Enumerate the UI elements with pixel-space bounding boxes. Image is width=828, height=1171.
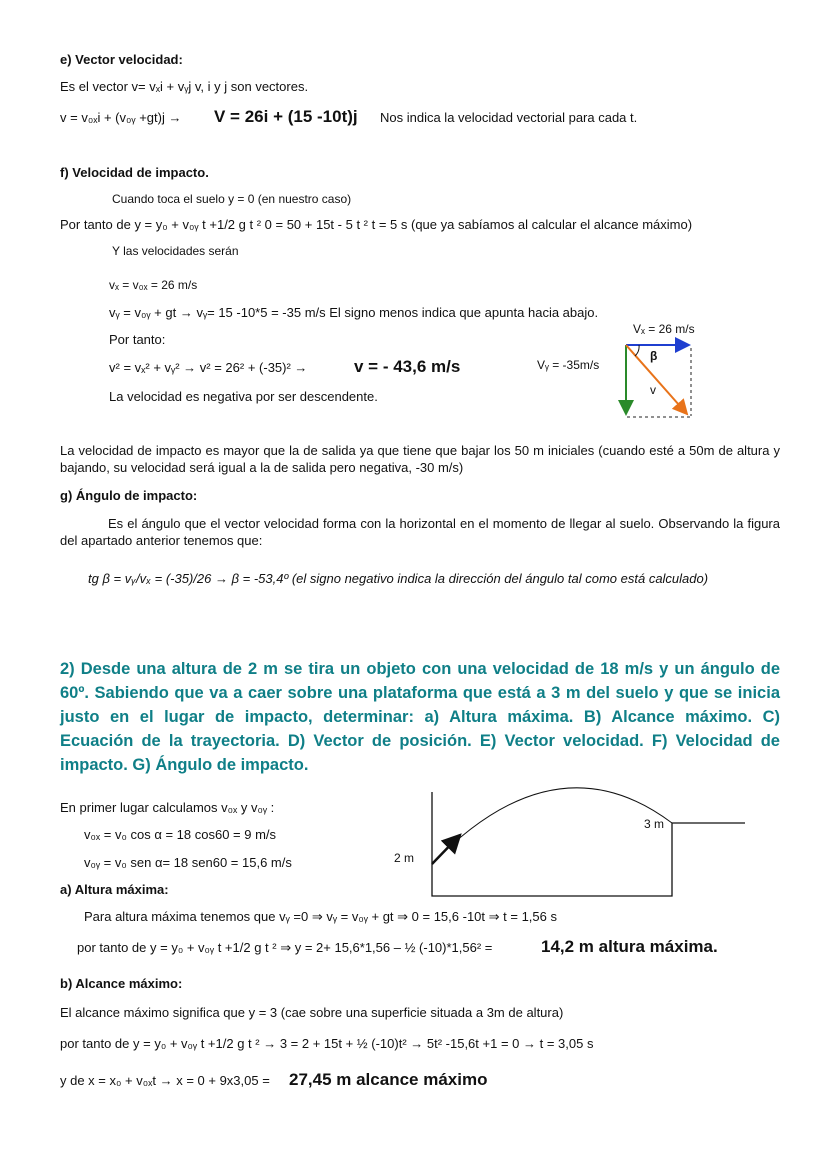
section-f-paragraph: La velocidad de impacto es mayor que la de salida ya que tiene que bajar los 50 m iniciales (cuando esté a 50m de altura y bajando, su velocidad será igual a la de salida pero negativa, -30 m/s) [60, 443, 780, 475]
impact-velocity-result: v = - 43,6 m/s [354, 357, 461, 376]
figure-3m-label: 3 m [644, 817, 665, 831]
section-f-line2: Por tanto de y = y₀ + v₀ᵧ t +1/2 g t ² 0 = 50 + 15t - 5 t ² t = 5 s (que ya sabíamos al calcular el alcance máximo) [60, 217, 693, 232]
intro-line1: En primer lugar calculamos v₀ₓ y v₀ᵧ : [60, 800, 275, 815]
section-f-vx: vₓ = v₀ₓ = 26 m/s [109, 278, 198, 292]
intro-voy: v₀ᵧ = v₀ sen α= 18 sen60 = 15,6 m/s [84, 855, 292, 870]
velocity-triangle-diagram [615, 336, 700, 422]
section-g-formula: tg β = vᵧ/vₓ = (-35)/26 → β = -53,4º (el signo negativo indica la dirección del ángulo tal como está calculado) [88, 571, 709, 586]
section-b-line3-a: y de x = x₀ + v₀ₓt → x = 0 + 9x3,05 = [60, 1073, 270, 1088]
section-f-line1: Cuando toca el suelo y = 0 (en nuestro caso) [112, 192, 352, 206]
velocity-vector-result: V = 26i + (15 -10t)j [214, 107, 358, 126]
section-f-line8: La velocidad es negativa por ser descendente. [109, 389, 378, 404]
section-e-line2-c: Nos indica la velocidad vectorial para cada t. [380, 110, 638, 125]
max-range-result: 27,45 m alcance máximo [289, 1070, 488, 1089]
figure-beta-label: β [650, 349, 658, 363]
section-b-line1: El alcance máximo significa que y = 3 (cae sobre una superficie situada a 3m de altura) [60, 1005, 564, 1020]
section-a-line1: Para altura máxima tenemos que vᵧ =0 ⇒ vᵧ = v₀ᵧ + gt ⇒ 0 = 15,6 -10t ⇒ t = 1,56 s [84, 909, 557, 924]
section-a-line2-a: por tanto de y = y₀ + v₀ᵧ t +1/2 g t ² ⇒ y = 2+ 15,6*1,56 – ½ (-10)*1,56² = [77, 940, 493, 955]
section-e-heading: e) Vector velocidad: [60, 52, 183, 67]
section-e-line2-a: v = v₀ₓi + (v₀ᵧ +gt)j → [60, 110, 182, 125]
intro-vox: v₀ₓ = v₀ cos α = 18 cos60 = 9 m/s [84, 827, 277, 842]
section-b-line2: por tanto de y = y₀ + v₀ᵧ t +1/2 g t ² → 3 = 2 + 15t + ½ (-10)t² → 5t² -15,6t +1 = 0 → t = 3,05 s [60, 1036, 594, 1051]
section-a-heading: a) Altura máxima: [60, 882, 169, 897]
max-height-result: 14,2 m altura máxima. [541, 937, 718, 956]
section-g-heading: g) Ángulo de impacto: [60, 488, 198, 503]
section-e-line1: Es el vector v= vₓi + vᵧj v, i y j son vectores. [60, 79, 309, 94]
section-b-heading: b) Alcance máximo: [60, 976, 183, 991]
section-g-paragraph: Es el ángulo que el vector velocidad forma con la horizontal en el momento de llegar al suelo. Observando la figura del apartado anterior tenemos que: [60, 516, 780, 548]
section-f-vy: vᵧ = v₀ᵧ + gt → vᵧ= 15 -10*5 = -35 m/s El signo menos indica que apunta hacia abajo. [109, 305, 599, 320]
figure-2m-label: 2 m [394, 851, 415, 865]
section-f-heading: f) Velocidad de impacto. [60, 165, 209, 180]
trajectory-curve [432, 788, 672, 864]
section-f-por-tanto: Por tanto: [109, 332, 166, 347]
figure-v-label: v [650, 383, 656, 397]
problem-2-statement: 2) Desde una altura de 2 m se tira un objeto con una velocidad de 18 m/s y un ángulo de 60º. Sabiendo que va a caer sobre una plataforma que está a 3 m del suelo y que se inicia justo en el lugar de impacto, determinar: a) Altura máxima. B) Alcance máximo. C) Ecuación de la trayectoria. D) Vector de posición. E) Vector velocidad. F) Velocidad de impacto. G) Ángulo de impacto. [60, 660, 780, 774]
launch-velocity-arrow [432, 835, 460, 864]
trajectory-diagram [388, 778, 748, 898]
figure-vy-label: Vᵧ = -35m/s [537, 358, 600, 372]
figure-vx-label: Vₓ = 26 m/s [633, 322, 695, 336]
ground-and-platform [432, 792, 745, 896]
section-f-line3: Y las velocidades serán [112, 244, 239, 258]
section-f-line7-a: v² = vₓ² + vᵧ² → v² = 26² + (-35)² → [109, 360, 308, 375]
